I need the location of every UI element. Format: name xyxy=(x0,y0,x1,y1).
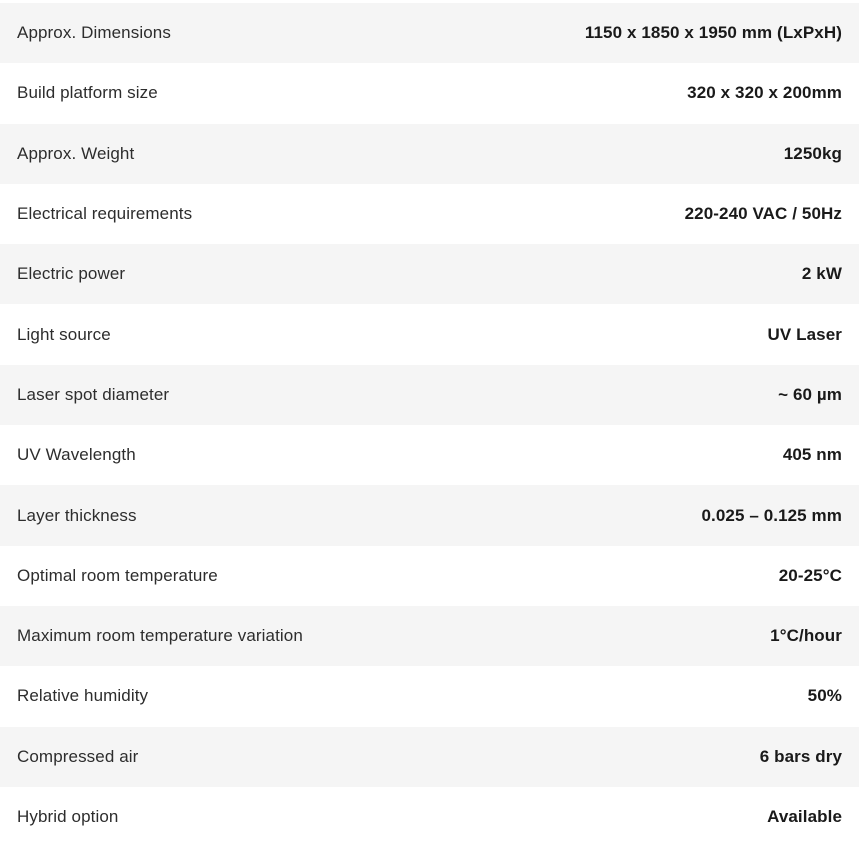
spec-value: 0.025 – 0.125 mm xyxy=(701,505,842,525)
spec-value: 1°C/hour xyxy=(770,626,842,646)
spec-row xyxy=(0,244,859,304)
spec-label: Compressed air xyxy=(17,746,139,766)
spec-label: Optimal room temperature xyxy=(17,565,218,585)
spec-label: UV Wavelength xyxy=(17,445,136,465)
spec-value: ~ 60 µm xyxy=(778,384,842,404)
spec-row xyxy=(0,666,859,726)
spec-label: Electric power xyxy=(17,264,126,284)
spec-label: Hybrid option xyxy=(17,807,119,826)
spec-value: 220-240 VAC / 50Hz xyxy=(684,204,842,224)
spec-label: Approx. Dimensions xyxy=(17,23,171,43)
spec-row xyxy=(0,787,859,847)
spec-label: Laser spot diameter xyxy=(17,384,170,404)
spec-row xyxy=(0,546,859,606)
spec-label: Relative humidity xyxy=(17,686,149,706)
spec-value: 20-25°C xyxy=(778,565,842,585)
spec-row xyxy=(0,124,859,184)
spec-label: Layer thickness xyxy=(17,505,137,525)
spec-row xyxy=(0,365,859,425)
spec-value: Available xyxy=(767,807,842,826)
spec-label: Build platform size xyxy=(17,83,158,103)
spec-row xyxy=(0,425,859,485)
spec-label: Electrical requirements xyxy=(17,204,193,224)
spec-row xyxy=(0,485,859,545)
spec-value: 1250kg xyxy=(783,143,842,163)
spec-value: 320 x 320 x 200mm xyxy=(687,83,842,103)
spec-value: 405 nm xyxy=(782,445,842,465)
spec-label: Approx. Weight xyxy=(17,143,135,163)
spec-value: 50% xyxy=(807,686,842,706)
spec-value: 1150 x 1850 x 1950 mm (LxPxH) xyxy=(584,23,842,43)
spec-value: 2 kW xyxy=(801,264,842,284)
spec-row xyxy=(0,63,859,123)
spec-value: UV Laser xyxy=(767,324,842,344)
spec-row xyxy=(0,727,859,787)
spec-row xyxy=(0,304,859,364)
spec-label: Light source xyxy=(17,324,111,344)
spec-row xyxy=(0,184,859,244)
spec-value: 6 bars dry xyxy=(759,746,842,766)
spec-row xyxy=(0,3,859,63)
spec-row xyxy=(0,606,859,666)
spec-label: Maximum room temperature variation xyxy=(17,626,303,646)
